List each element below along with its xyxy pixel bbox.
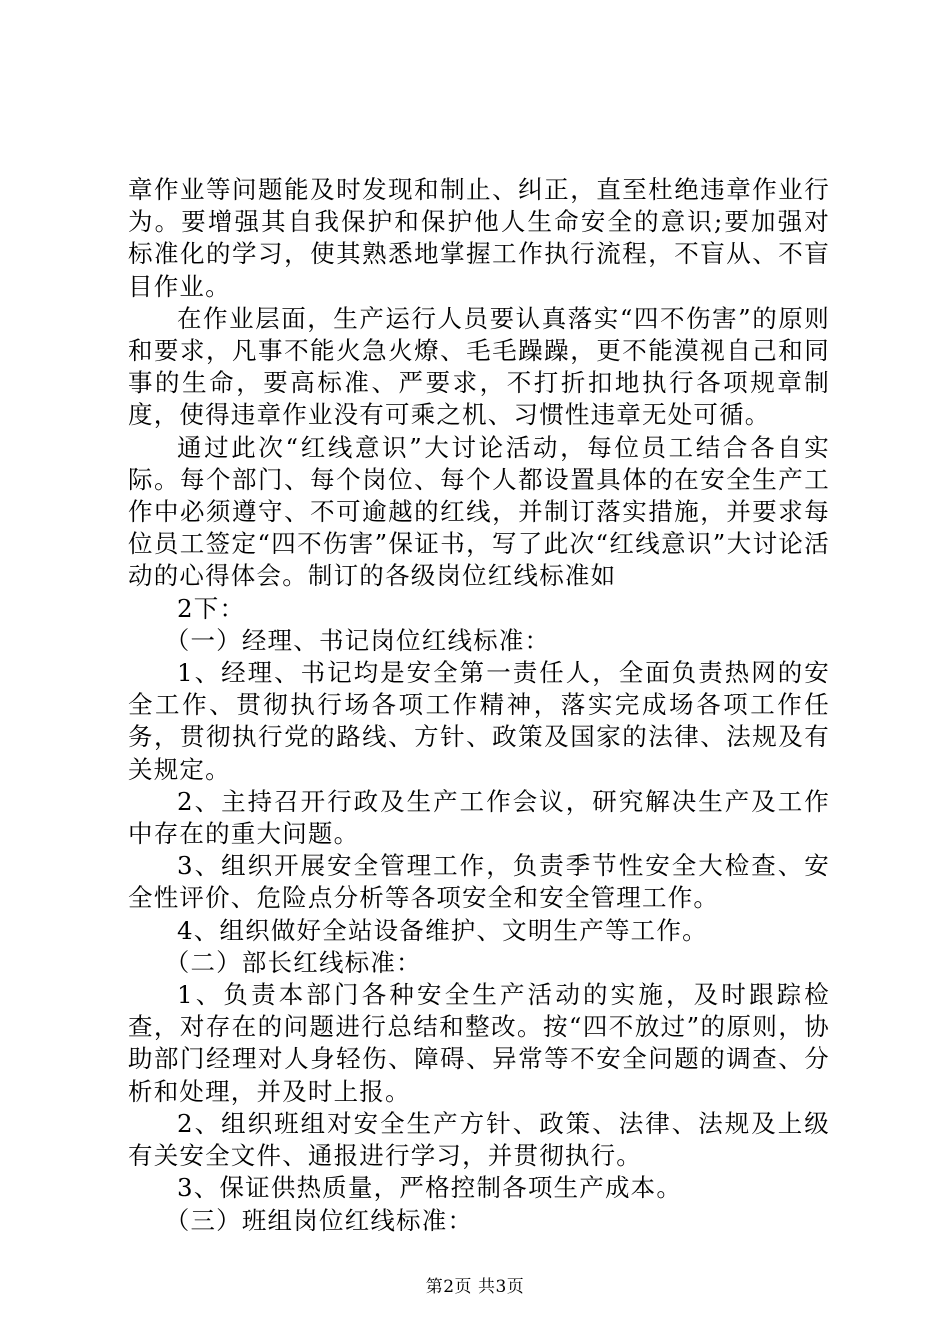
paragraph-3: 通过此次“红线意识”大讨论活动，每位员工结合各自实际。每个部门、每个岗位、每个人都设置具体的在安全生产工作中必须遵守、不可逾越的红线，并制订落实措施，并要求每位员工签定“四不伤害”保证书，写了此次“红线意识”大讨论活动的心得体会。制订的各级岗位红线标准如 xyxy=(128,432,830,591)
paragraph-8: 4、组织做好全站设备维护、文明生产等工作。 xyxy=(177,915,708,945)
paragraph-7: 3、组织开展安全管理工作，负责季节性安全大检查、安全性评价、危险点分析等各项安全和安全管理工作。 xyxy=(128,851,830,913)
paragraph-1: 章作业等问题能及时发现和制止、纠正，直至杜绝违章作业行为。要增强其自我保护和保护他人生命安全的意识;要加强对标准化的学习，使其熟悉地掌握工作执行流程，不盲从、不盲目作业。 xyxy=(128,175,830,301)
paragraph-6: 2、主持召开行政及生产工作会议，研究解决生产及工作中存在的重大问题。 xyxy=(128,786,830,849)
paragraph-5: 1、经理、书记均是安全第一责任人，全面负责热网的安全工作、贯彻执行场各项工作精神，落实完成场各项工作任务，贯彻执行党的路线、方针、政策及国家的法律、法规及有关规定。 xyxy=(128,658,830,784)
paragraph-4: 2下： xyxy=(177,593,246,623)
section-heading-2: （二）部长红线标准： xyxy=(164,947,422,977)
paragraph-10: 2、组织班组对安全生产方针、政策、法律、法规及上级有关安全文件、通报进行学习，并贯彻执行。 xyxy=(128,1108,830,1171)
paragraph-2: 在作业层面，生产运行人员要认真落实“四不伤害”的原则和要求，凡事不能火急火燎、毛毛躁躁，更不能漠视自己和同事的生命，要高标准、严要求，不打折扣地执行各项规章制度，使得违章作业没有可乘之机、习惯性违章无处可循。 xyxy=(128,303,830,430)
paragraph-9: 1、负责本部门各种安全生产活动的实施，及时跟踪检查，对存在的问题进行总结和整改。按“四不放过”的原则，协助部门经理对人身轻伤、障碍、异常等不安全问题的调查、分析和处理，并及时上报。 xyxy=(128,980,830,1106)
document-body xyxy=(128,174,830,1237)
section-heading-1: （一）经理、书记岗位红线标准： xyxy=(164,625,551,655)
page-footer: 第2页 共3页 xyxy=(425,1277,525,1297)
section-heading-3: （三）班组岗位红线标准： xyxy=(164,1205,474,1235)
paragraph-11: 3、保证供热质量，严格控制各项生产成本。 xyxy=(177,1173,683,1203)
